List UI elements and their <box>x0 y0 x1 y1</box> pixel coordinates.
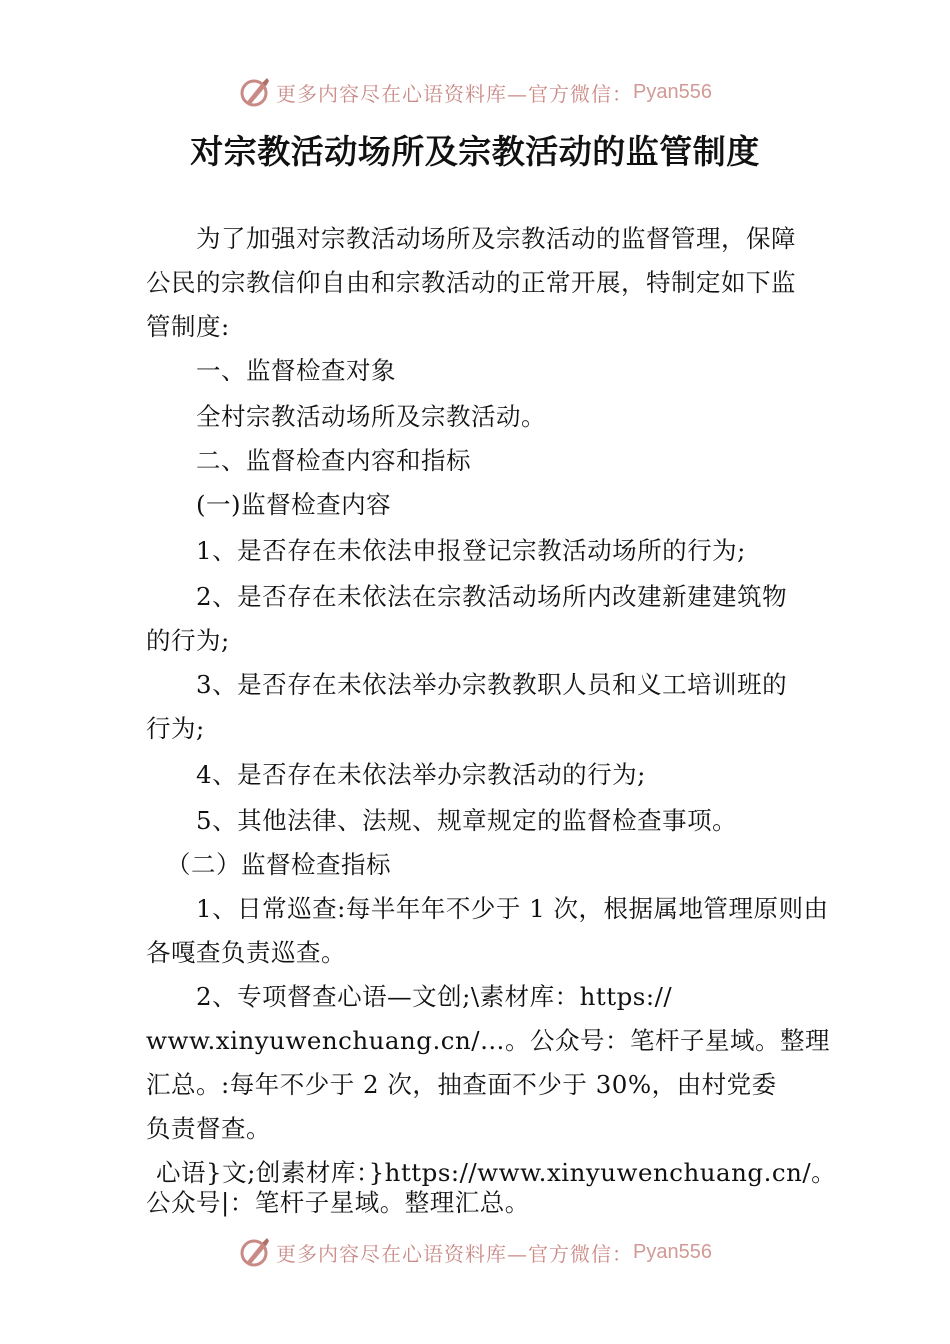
watermark-id: Pyan556 <box>633 80 712 103</box>
footnote-line: 公众号|：笔杆子星域。整理汇总。 <box>146 1188 530 1217</box>
section-heading: 一、监督检查对象 <box>196 356 396 385</box>
paragraph-line: 全村宗教活动场所及宗教活动。 <box>196 402 546 431</box>
section-heading: 二、监督检查内容和指标 <box>196 446 471 475</box>
subsection-heading: (一)监督检查内容 <box>196 490 392 519</box>
watermark-text: 更多内容尽在心语资料库—官方微信： <box>276 1241 634 1266</box>
list-item: 负责督查。 <box>146 1114 271 1143</box>
header-watermark <box>0 72 950 112</box>
list-item: 汇总。:每年不少于 2 次，抽查面不少于 30%，由村党委 <box>146 1070 777 1099</box>
watermark-id: Pyan556 <box>633 1240 712 1263</box>
list-item: 的行为; <box>146 626 230 655</box>
paragraph-line: 管制度: <box>146 312 230 341</box>
list-item: 5、其他法律、法规、规章规定的监督检查事项。 <box>196 806 738 835</box>
list-item: 各嘎查负责巡查。 <box>146 938 346 967</box>
paragraph-line: 公民的宗教信仰自由和宗教活动的正常开展，特制定如下监 <box>146 268 796 297</box>
list-item: www.xinyuwenchuang.cn/…。公众号：笔杆子星域。整理 <box>146 1026 830 1055</box>
subsection-heading: （二）监督检查指标 <box>166 850 391 879</box>
list-item: 4、是否存在未依法举办宗教活动的行为; <box>196 760 646 789</box>
pen-logo-icon <box>238 1235 272 1269</box>
list-item: 2、是否存在未依法在宗教活动场所内改建新建建筑物 <box>196 582 788 611</box>
document-title: 对宗教活动场所及宗教活动的监管制度 <box>190 132 760 171</box>
list-item: 2、专项督查心语—文创;\素材库：https:// <box>196 982 673 1011</box>
list-item: 1、日常巡查:每半年年不少于 1 次，根据属地管理原则由 <box>196 894 829 923</box>
footnote-line: 心语}文;创素材库：}https://www.xinyuwenchuang.cn/。 <box>156 1158 837 1187</box>
paragraph-line: 为了加强对宗教活动场所及宗教活动的监督管理，保障 <box>196 224 796 253</box>
list-item: 1、是否存在未依法申报登记宗教活动场所的行为; <box>196 536 746 565</box>
list-item: 行为; <box>146 714 205 743</box>
footer-watermark <box>0 1232 950 1272</box>
list-item: 3、是否存在未依法举办宗教教职人员和义工培训班的 <box>196 670 788 699</box>
pen-logo-icon <box>238 75 272 109</box>
watermark-text: 更多内容尽在心语资料库—官方微信： <box>276 81 634 106</box>
